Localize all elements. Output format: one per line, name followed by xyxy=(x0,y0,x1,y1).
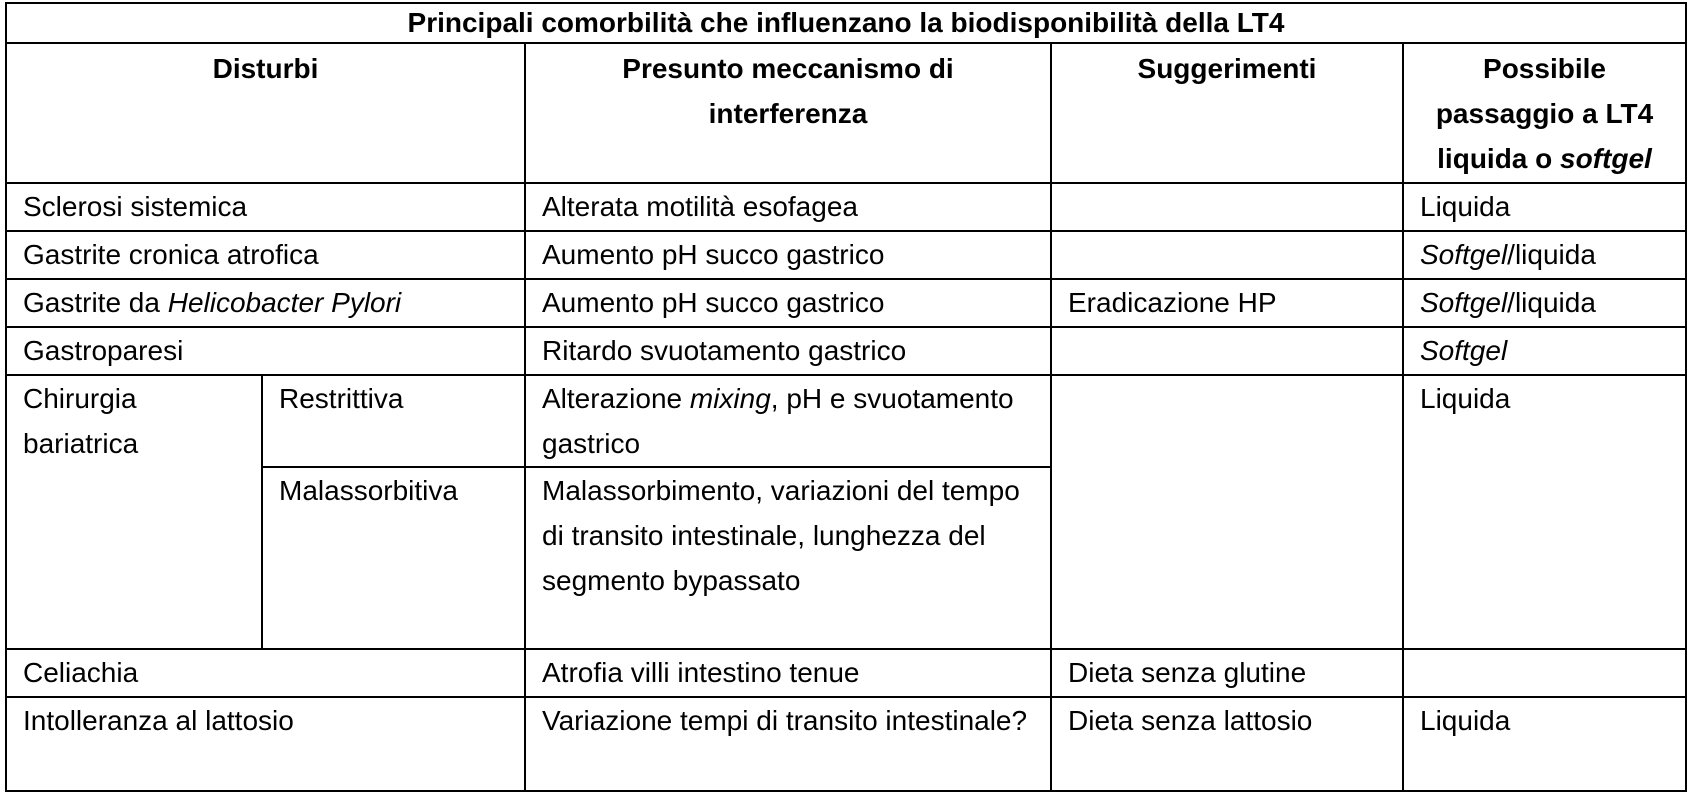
header-disturbi: Disturbi xyxy=(6,43,525,183)
cell-passaggio xyxy=(1403,231,1686,279)
cell-passaggio: Liquida xyxy=(1403,183,1686,231)
cell-meccanismo: Malassorbimento, variazioni del tempo di transito intestinale, lunghezza del segmento bypassato xyxy=(525,467,1051,649)
cell-suggerimento xyxy=(1051,231,1403,279)
table-row xyxy=(6,327,1686,375)
comorbidity-table xyxy=(5,2,1687,792)
meccanismo-rest: , pH e svuotamento gastrico xyxy=(542,383,1014,459)
table-row xyxy=(6,649,1686,697)
cell-meccanismo: Aumento pH succo gastrico xyxy=(525,231,1051,279)
disturbo-italic: Helicobacter Pylori xyxy=(167,287,402,318)
cell-suggerimento xyxy=(1051,375,1403,649)
cell-passaggio xyxy=(1403,279,1686,327)
cell-meccanismo: Variazione tempi di transito intestinale? xyxy=(525,697,1051,791)
cell-meccanismo: Atrofia villi intestino tenue xyxy=(525,649,1051,697)
cell-suggerimento xyxy=(1051,327,1403,375)
table-row xyxy=(6,375,1686,467)
table-title: Principali comorbilità che influenzano la biodisponibilità della LT4 xyxy=(6,3,1686,43)
cell-disturbo: Chirurgia bariatrica xyxy=(6,375,262,649)
passaggio-italic: Softgel xyxy=(1420,335,1508,366)
table-row xyxy=(6,231,1686,279)
table-row xyxy=(6,697,1686,791)
header-meccanismo: Presunto meccanismo di interferenza xyxy=(525,43,1051,183)
meccanismo-italic: mixing xyxy=(689,383,771,414)
meccanismo-text: Alterazione xyxy=(542,383,690,414)
header-passaggio-text: Possibile passaggio a LT4 liquida o xyxy=(1435,53,1654,174)
cell-suggerimento: Dieta senza lattosio xyxy=(1051,697,1403,791)
cell-disturbo: Gastrite cronica atrofica xyxy=(6,231,525,279)
cell-meccanismo: Aumento pH succo gastrico xyxy=(525,279,1051,327)
cell-subtipo: Malassorbitiva xyxy=(262,467,525,649)
cell-meccanismo: Alterata motilità esofagea xyxy=(525,183,1051,231)
header-suggerimenti: Suggerimenti xyxy=(1051,43,1403,183)
passaggio-rest: /liquida xyxy=(1507,287,1596,318)
header-passaggio-italic: softgel xyxy=(1560,143,1652,174)
cell-passaggio: Liquida xyxy=(1403,375,1686,649)
header-passaggio xyxy=(1403,43,1686,183)
cell-passaggio xyxy=(1403,649,1686,697)
passaggio-italic: Softgel xyxy=(1420,287,1508,318)
cell-disturbo: Intolleranza al lattosio xyxy=(6,697,525,791)
passaggio-italic: Softgel xyxy=(1420,239,1508,270)
comorbidity-table-wrapper xyxy=(5,2,1687,792)
cell-suggerimento: Eradicazione HP xyxy=(1051,279,1403,327)
cell-meccanismo: Ritardo svuotamento gastrico xyxy=(525,327,1051,375)
passaggio-rest: /liquida xyxy=(1507,239,1596,270)
cell-disturbo: Sclerosi sistemica xyxy=(6,183,525,231)
table-row xyxy=(6,279,1686,327)
cell-meccanismo xyxy=(525,375,1051,467)
table-row xyxy=(6,183,1686,231)
cell-suggerimento xyxy=(1051,183,1403,231)
cell-passaggio xyxy=(1403,327,1686,375)
cell-passaggio: Liquida xyxy=(1403,697,1686,791)
cell-subtipo: Restrittiva xyxy=(262,375,525,467)
cell-suggerimento: Dieta senza glutine xyxy=(1051,649,1403,697)
cell-disturbo xyxy=(6,279,525,327)
cell-disturbo: Celiachia xyxy=(6,649,525,697)
cell-disturbo: Gastroparesi xyxy=(6,327,525,375)
disturbo-text: Gastrite da xyxy=(23,287,168,318)
